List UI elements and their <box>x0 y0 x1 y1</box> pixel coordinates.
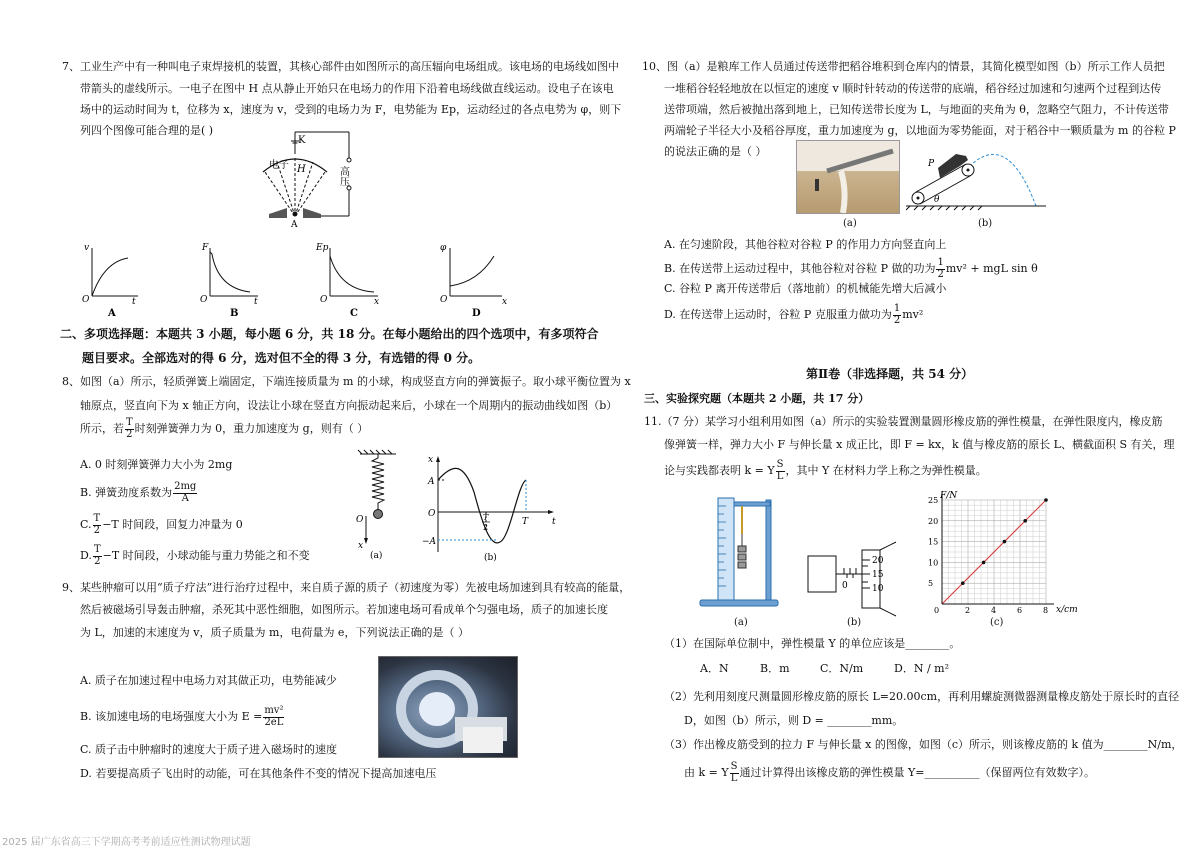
svg-text:20: 20 <box>872 556 884 566</box>
svg-text:−A: −A <box>422 537 437 547</box>
footer-watermark: 2025 届广东省高三下学期高考考前适应性测试物理试题 <box>2 837 251 848</box>
part2-title: 第Ⅱ卷（非选择题，共 54 分） <box>806 367 974 381</box>
y-tick-label: 5 <box>928 579 934 589</box>
q10-option-d: D. 在传送带上运动时，谷粒 P 克服重力做功为 $\frac{1}{2}$ mv² <box>664 303 924 326</box>
svg-text:T: T <box>522 517 529 527</box>
q7-text-line2: 带箭头的虚线所示。一电子在图中 H 点从静止开始只在电场力的作用下沿着电场线做直线运动。设电子在该电 <box>80 82 614 95</box>
q7-radial-field-figure <box>255 128 385 228</box>
svg-text:O: O <box>356 515 364 525</box>
svg-text:(b): (b) <box>484 553 497 562</box>
svg-text:T: T <box>483 513 489 522</box>
q11-sub1-option-a: A．N <box>700 662 729 675</box>
svg-text:t: t <box>254 297 258 307</box>
svg-text:x: x <box>358 541 364 551</box>
graph-d <box>440 243 507 319</box>
q11-sub1-option-d: D．N / m² <box>894 662 949 675</box>
conveyor-model-figure <box>906 140 1056 216</box>
svg-text:2: 2 <box>483 523 489 532</box>
q11-sub1: （1）在国际单位制中，弹性模量 Y 的单位应该是________。 <box>664 637 961 650</box>
q11-caption-a: (a) <box>734 617 748 628</box>
y-tick-label: 15 <box>928 537 939 547</box>
y-tick-label: 10 <box>928 558 939 568</box>
x-tick-label: 4 <box>991 606 997 615</box>
q8-oscillation-graph <box>420 452 560 562</box>
graph-b <box>200 243 258 319</box>
svg-text:O: O <box>200 295 208 305</box>
svg-text:v: v <box>84 243 90 253</box>
option-d-label: D <box>472 308 481 319</box>
q8-option-d: D. $\frac{T}{2}$ −T 时间段，小球动能与重力势能之和不变 <box>80 544 310 567</box>
svg-text:φ: φ <box>440 243 447 253</box>
fx-chart <box>920 486 1080 616</box>
q8-text-line1: 8、如图（a）所示，轻质弹簧上端固定，下端连接质量为 m 的小球，构成竖直方向的弹簧振子。取小球平衡位置为 x <box>62 375 631 388</box>
q8-option-a: A. 0 时刻弹簧弹力大小为 2mg <box>80 458 233 471</box>
q11-sub1-option-b: B．m <box>760 662 790 675</box>
graph-a <box>82 243 138 319</box>
q10-caption-b: (b) <box>978 218 993 229</box>
data-point <box>961 581 965 585</box>
q11-sub3-line1: （3）作出橡皮筋受到的拉力 F 与伸长量 x 的图像，如图（c）所示，则该橡皮筋的 k 值为________N/m， <box>664 738 1183 751</box>
q11-text-line3: 论与实践都表明 k = Y $\frac{S}{L}$ ，其中 Y 在材料力学上称之为弹性模量。 <box>664 459 987 482</box>
svg-text:x: x <box>502 297 508 307</box>
q9-text-line2: 然后被磁场引导轰击肿瘤，杀死其中恶性细胞，如图所示。若加速电场可看成单个匀强电场，质子的加速长度 <box>80 603 608 616</box>
x-tick-label: 2 <box>965 606 971 615</box>
q11-apparatus-figure <box>698 494 780 612</box>
svg-text:θ: θ <box>934 195 940 205</box>
q7-graphs <box>78 242 528 320</box>
data-point <box>1044 498 1048 502</box>
q8-text-line2: 轴原点，竖直向下为 x 轴正方向，设法让小球在竖直方向振动起来后，小球在一个周期内的振动曲线如图（b） <box>80 399 618 412</box>
q10-caption-a: (a) <box>843 218 857 229</box>
q8-option-b: B. 弹簧劲度系数为 $\frac{2mg}{A}$ <box>80 481 197 504</box>
svg-text:(a): (a) <box>370 551 383 560</box>
y-axis-label: F/N <box>940 491 958 501</box>
svg-text:x: x <box>374 297 380 307</box>
x-tick-label: 8 <box>1043 606 1049 615</box>
label-a: A <box>291 220 298 228</box>
svg-text:15: 15 <box>872 570 884 580</box>
q11-sub3-line2: 由 k = Y $\frac{S}{L}$ 通过计算得出该橡皮筋的弹性模量 Y=__________（保留两位有效数字）。 <box>684 761 1095 784</box>
q10-text-line1: 10、图（a）是粮库工作人员通过传送带把稻谷堆积到仓库内的情景，其简化模型如图（b）所示工作人员把 <box>642 60 1165 73</box>
svg-text:t: t <box>132 297 136 307</box>
graph-c <box>315 243 379 319</box>
q11-caption-c: (c) <box>990 617 1004 628</box>
q11-sub1-option-c: C．N/m <box>820 662 864 675</box>
q9-option-b: B. 该加速电场的电场强度大小为 E = $\frac{\text{mv²}}{2eL}$ <box>80 705 284 728</box>
q11-sub2-line2: D，如图（b）所示，则 D = ________mm。 <box>684 714 904 727</box>
q9-text-line3: 为 L，加速的末速度为 v，质子质量为 m，电荷量为 e，下列说法正确的是（ ） <box>80 626 469 639</box>
q9-option-a: A. 质子在加速过程中电场力对其做正功，电势能减少 <box>80 674 337 687</box>
q9-option-d: D. 若要提高质子飞出时的动能，可在其他条件不变的情况下提高加速电压 <box>80 767 437 780</box>
label-electron: 电子 <box>269 160 289 171</box>
q8-text-line3: 所示，若 $\frac{T}{2}$ 时刻弹簧弹力为 0，重力加速度为 g，则有（ ） <box>80 417 369 440</box>
q10-text-line4: 两端轮子半径大小及稻谷厚度，重力加速度为 g，以地面为零势能面，对于稻谷中一颗质量为 m 的谷粒 P <box>664 124 1176 137</box>
micrometer-figure <box>806 540 902 618</box>
svg-text:O: O <box>428 509 436 519</box>
option-c-label: C <box>350 308 358 319</box>
q7-text-line3: 场中的运动时间为 t，位移为 x，速度为 v，受到的电场力为 F，电势能为 Ep，运动经过的各点电势为 φ，则下 <box>80 103 622 116</box>
y-tick-label: 25 <box>928 496 939 505</box>
svg-text:F: F <box>202 243 209 253</box>
svg-text:P: P <box>928 159 935 169</box>
origin-label: 0 <box>934 606 940 615</box>
label-k: K <box>298 135 306 146</box>
q11-text-line2: 像弹簧一样，弹力大小 F 与伸长量 x 成正比，即 F = kx，k 值与橡皮筋的原长 L、横截面积 S 有关，理 <box>664 438 1175 451</box>
data-point <box>1023 519 1027 523</box>
q7-text-line1: 7、工业生产中有一种叫电子束焊接机的装置，其核心部件由如图所示的高压辐向电场组成。该电场的电场线如图中 <box>62 60 619 73</box>
q9-option-c: C. 质子击中肿瘤时的速度大于质子进入磁场时的速度 <box>80 743 338 756</box>
svg-text:O: O <box>320 295 328 305</box>
section3-heading: 三、实验探究题（本题共 2 小题，共 17 分） <box>644 392 870 405</box>
svg-text:O: O <box>82 295 90 305</box>
label-high-voltage: 高压 <box>337 166 349 186</box>
svg-text:O: O <box>440 295 448 305</box>
x-axis-label: x/cm <box>1056 605 1078 615</box>
q8-option-c: C. $\frac{T}{2}$ −T 时间段，回复力冲量为 0 <box>80 513 243 536</box>
svg-text:Ep: Ep <box>316 243 329 253</box>
q11-text-line1: 11.（7 分）某学习小组利用如图（a）所示的实验装置测量圆形橡皮筋的弹性模量，在弹性限度内，橡皮筋 <box>644 415 1163 428</box>
q10-option-c: C. 谷粒 P 离开传送带后（落地前）的机械能先增大后减小 <box>664 282 947 295</box>
q9-text-line1: 9、某些肿瘤可以用“质子疗法”进行治疗过程中，来自质子源的质子（初速度为零）先被电场加速到具有较高的能量， <box>62 581 631 594</box>
granary-photo <box>796 140 900 214</box>
q7-text-line4: 列四个图像可能合理的是( ) <box>80 124 214 137</box>
svg-text:t: t <box>552 517 556 527</box>
q10-text-line2: 一堆稻谷轻轻地放在以恒定的速度 v 顺时针转动的传送带的底端，稻谷经过加速和匀速两个过程到达传 <box>664 82 1162 95</box>
q10-text-line3: 送带项端，然后被抛出落到地上，已知传送带长度为 L，与地面的夹角为 θ，忽略空气阻力，不计传送带 <box>664 103 1169 116</box>
q10-text-line5: 的说法正确的是（ ） <box>664 145 767 158</box>
section2-heading-line2: 题目要求。全部选对的得 6 分，选对但不全的得 3 分，有选错的得 0 分。 <box>82 351 481 365</box>
label-h: H <box>297 164 306 175</box>
fx-chart-ticks <box>928 496 1048 615</box>
q11-sub2-line1: （2）先利用刻度尺测量圆形橡皮筋的原长 L=20.00cm，再利用螺旋测微器测量橡皮筋处于原长时的直径 <box>664 690 1180 703</box>
q8-spring-figure <box>352 448 402 560</box>
svg-text:0: 0 <box>842 581 848 591</box>
svg-text:x: x <box>428 455 434 465</box>
q10-option-a: A. 在匀速阶段，其他谷粒对谷粒 P 的作用力方向竖直向上 <box>664 238 947 251</box>
q10-option-b: B. 在传送带上运动过程中，其他谷粒对谷粒 P 做的功为 $\frac{1}{2}$ mv² + mgL sin θ <box>664 257 1038 280</box>
data-point <box>1003 540 1007 544</box>
y-tick-label: 20 <box>928 516 939 526</box>
svg-text:A: A <box>428 477 435 487</box>
q11-caption-b: (b) <box>847 617 862 628</box>
option-a-label: A <box>108 308 116 319</box>
section2-heading: 二、多项选择题：本题共 3 小题，每小题 6 分，共 18 分。在每小题给出的四个选项中，有多项符合 <box>60 327 599 341</box>
option-b-label: B <box>230 308 239 319</box>
data-point <box>982 561 986 565</box>
svg-text:10: 10 <box>872 584 884 594</box>
proton-therapy-photo <box>378 656 518 758</box>
x-tick-label: 6 <box>1017 606 1023 615</box>
